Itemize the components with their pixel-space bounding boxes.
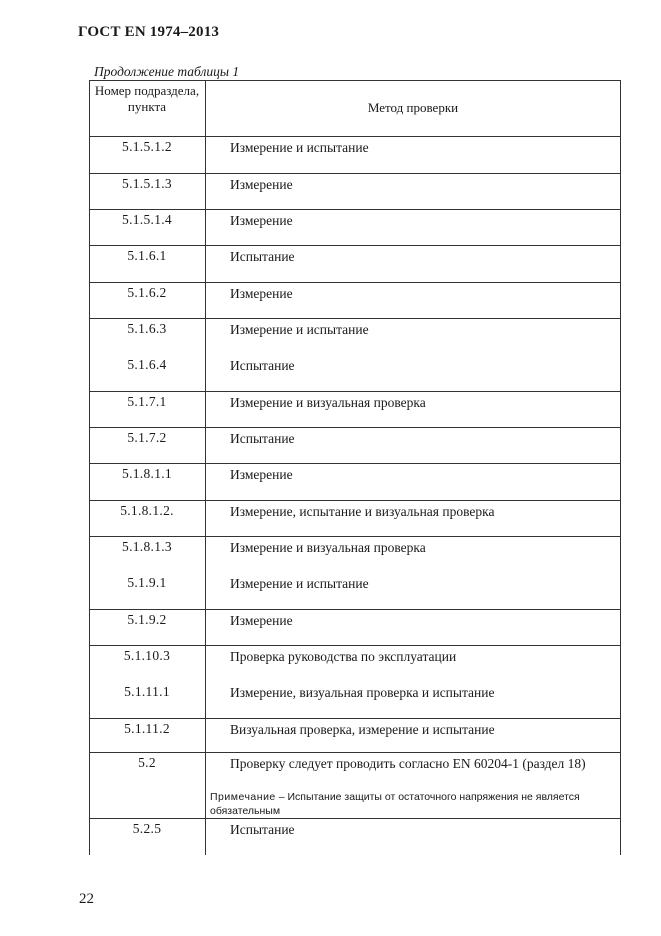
- row-note: [210, 790, 605, 818]
- row-number: 5.1.6.3: [127, 321, 167, 336]
- row-number: 5.1.8.1.2.: [120, 503, 174, 518]
- row-number: 5.2: [138, 755, 156, 770]
- row-divider: [89, 427, 621, 428]
- row-method: Измерение: [230, 213, 293, 228]
- row-number: 5.1.6.2: [127, 285, 167, 300]
- row-number: 5.1.7.1: [127, 394, 167, 409]
- row-number: 5.1.9.1: [127, 575, 167, 590]
- row-method: Измерение и испытание: [230, 576, 369, 591]
- row-divider: [89, 463, 621, 464]
- row-divider: [89, 536, 621, 537]
- row-method: Проверка руководства по эксплуатации: [230, 649, 457, 664]
- row-number: 5.1.11.2: [124, 721, 170, 736]
- row-method: Визуальная проверка, измерение и испытание: [230, 722, 495, 737]
- row-divider: [89, 609, 621, 610]
- row-method: Измерение: [230, 467, 293, 482]
- row-divider: [89, 209, 621, 210]
- row-divider: [89, 245, 621, 246]
- row-method: Измерение и испытание: [230, 140, 369, 155]
- row-divider: [89, 718, 621, 719]
- row-number: 5.1.9.2: [127, 612, 167, 627]
- row-method: Испытание: [230, 358, 295, 373]
- row-divider: [89, 752, 621, 753]
- row-number: 5.1.8.1.1: [122, 466, 172, 481]
- row-method: Испытание: [230, 431, 295, 446]
- row-number: 5.1.6.4: [127, 357, 167, 372]
- column-header-method: Метод проверки: [367, 100, 459, 115]
- row-method: Измерение и визуальная проверка: [230, 395, 426, 410]
- row-number: 5.1.5.1.3: [122, 176, 172, 191]
- row-divider: [89, 391, 621, 392]
- row-divider: [89, 500, 621, 501]
- row-number: 5.1.8.1.3: [122, 539, 172, 554]
- table-top-border: [89, 80, 621, 81]
- table-right-border: [620, 80, 621, 855]
- row-number: 5.1.10.3: [123, 648, 171, 663]
- row-method: Измерение и визуальная проверка: [230, 540, 426, 555]
- row-divider: [89, 282, 621, 283]
- note-label: Примечание: [210, 791, 276, 803]
- row-number: 5.1.11.1: [124, 684, 170, 699]
- table-column-divider: [205, 80, 206, 855]
- verification-methods-table: [89, 80, 621, 855]
- page-number: 22: [79, 891, 94, 907]
- row-number: 5.1.6.1: [127, 248, 167, 263]
- row-divider: [89, 318, 621, 319]
- row-number: 5.1.5.1.4: [122, 212, 172, 227]
- row-method: Измерение и испытание: [230, 322, 369, 337]
- row-method: Проверку следует проводить согласно EN 60204-1 (раздел 18): [230, 756, 586, 771]
- row-divider: [89, 645, 621, 646]
- row-method: Измерение, испытание и визуальная проверка: [230, 504, 495, 519]
- row-method: Измерение: [230, 613, 293, 628]
- row-method: Испытание: [230, 822, 295, 837]
- table-header-divider: [89, 136, 621, 137]
- row-number: 5.1.5.1.2: [122, 139, 172, 154]
- row-number: 5.2.5: [132, 821, 162, 836]
- table-caption: Продолжение таблицы 1: [94, 64, 240, 79]
- row-method: Измерение: [230, 286, 293, 301]
- column-header-number: Номер подраздела, пункта: [94, 83, 200, 114]
- row-number: 5.1.7.2: [127, 430, 167, 445]
- document-header-title: ГОСТ EN 1974–2013: [78, 24, 220, 40]
- row-method: Испытание: [230, 249, 295, 264]
- row-divider: [89, 818, 621, 819]
- note-text: – Испытание защиты от остаточного напряжения не является обязательным: [210, 791, 580, 817]
- row-method: Измерение, визуальная проверка и испытание: [230, 685, 495, 700]
- row-method: Измерение: [230, 177, 293, 192]
- row-divider: [89, 173, 621, 174]
